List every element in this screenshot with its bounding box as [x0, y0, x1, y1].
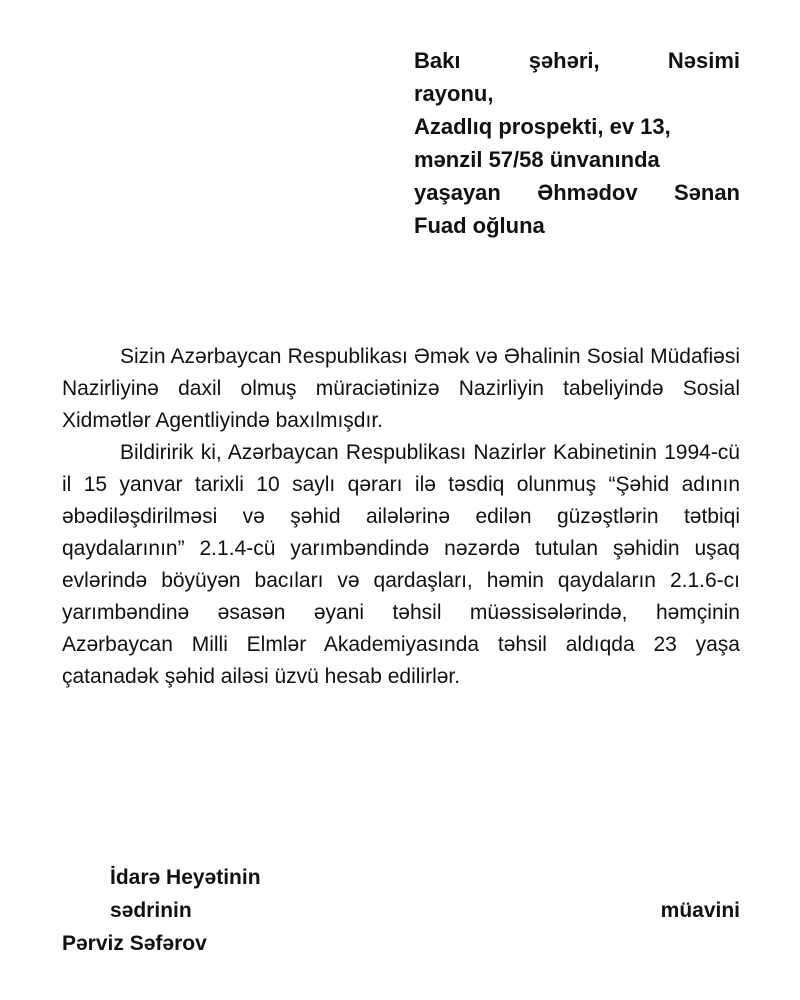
signer-title-line-1: İdarə Heyətinin [110, 866, 261, 889]
address-line-5: yaşayan Əhmədov Sənan [414, 180, 740, 205]
signer-title-line-2: sədrinin [110, 899, 192, 922]
address-line-2: rayonu, [414, 81, 494, 106]
body-paragraph-1: Sizin Azərbaycan Respublikası Əmək və Əhalinin Sosial Müdafiəsi Nazirliyinə daxil olmuş müraciətinizə Nazirliyin tabeliyində Sosial Xidmətlər Agentliyində baxılmışdır. [62, 345, 740, 432]
body-paragraph-2: Bildiririk ki, Azərbaycan Respublikası Nazirlər Kabinetinin 1994-cü il 15 yanvar tarixli 10 saylı qərarı ilə təsdiq olunmuş “Şəhid adının əbədiləşdirilməsi və şəhid ailələrinə edilən güzəştlərin tətbiqi qaydalarının” 2.1.4-cü yarımbəndində nəzərdə tutulan şəhidin uşaq evlərində böyüyən bacıları və qardaşları, həmin qaydaların 2.1.6-cı yarımbəndinə əsasən əyani təhsil müəssisələrində, həmçinin Azərbaycan Milli Elmlər Akademiyasında təhsil aldıqda 23 yaşa çatanadək şəhid ailəsi üzvü hesab edilirlər. [62, 441, 740, 688]
signer-name: Pərviz Səfərov [62, 932, 207, 955]
address-line-1: Bakı şəhəri, Nəsimi [414, 48, 740, 73]
signer-title-row [62, 894, 740, 927]
signature-block [62, 861, 740, 960]
recipient-address [414, 44, 740, 242]
address-line-4: mənzil 57/58 ünvanında [414, 147, 660, 172]
signer-title-right: müavini [660, 899, 740, 922]
letter-body [62, 341, 740, 693]
address-line-3: Azadlıq prospekti, ev 13, [414, 114, 671, 139]
address-line-6: Fuad oğluna [414, 213, 545, 238]
